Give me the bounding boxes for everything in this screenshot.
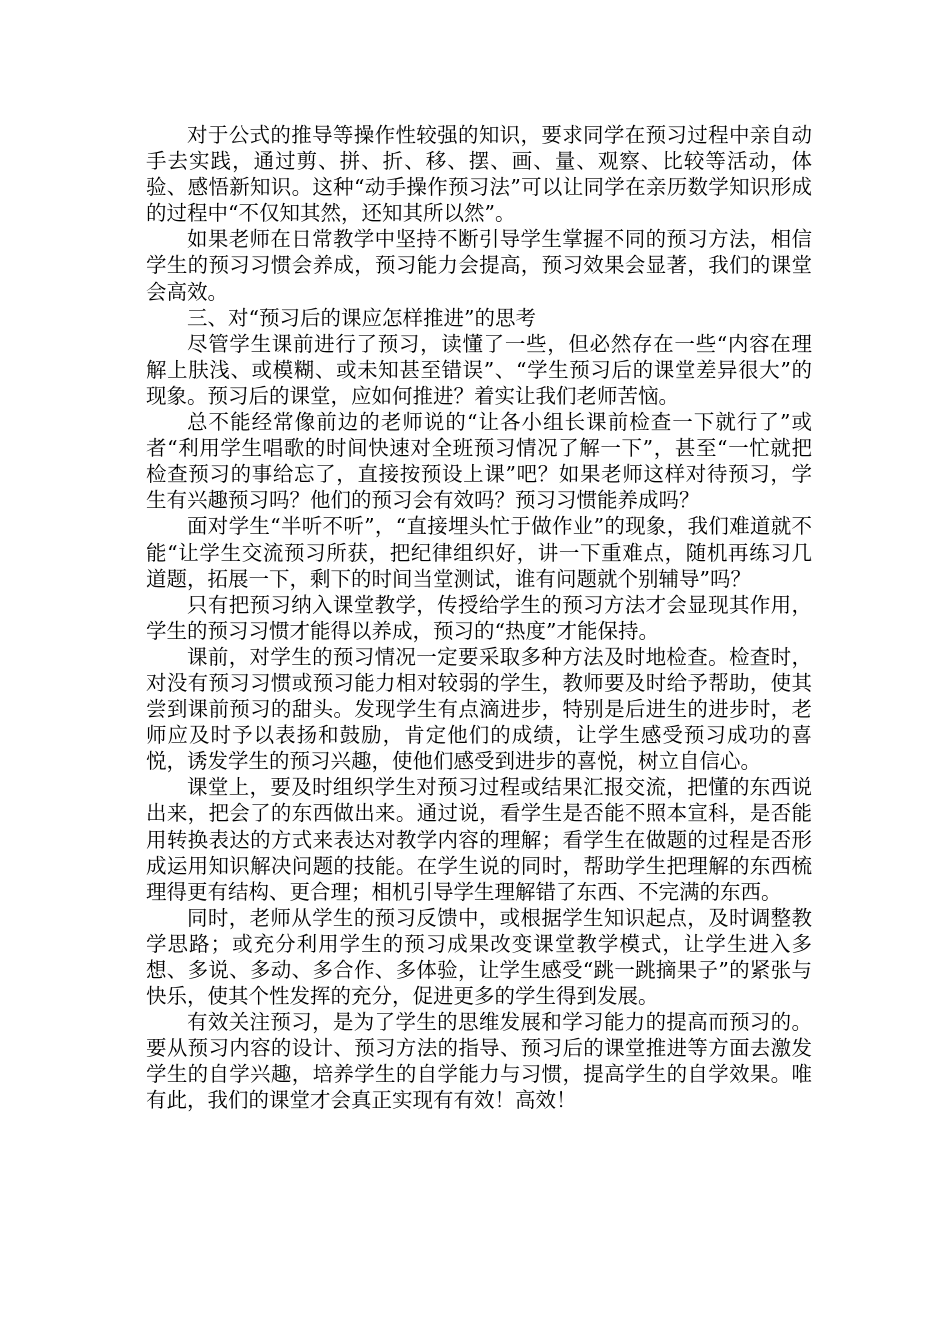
paragraph-integrate-preview: 只有把预习纳入课堂教学，传授给学生的预习方法才会显现其作用，学生的预习习惯才能得以养成，预习的“热度”才能保持。	[146, 592, 812, 643]
section-heading-3: 三、对“预习后的课应怎样推进”的思考	[187, 305, 536, 330]
paragraph-adjust-teaching: 同时，老师从学生的预习反馈中，或根据学生知识起点，及时调整教学思路；或充分利用学生的预习成果改变课堂教学模式，让学生进入多想、多说、多动、多合作、多体验，让学生感受“跳一跳摘果子”的紧张与快乐，使其个性发挥的充分，促进更多的学生得到发展。	[146, 905, 812, 1009]
paragraph-post-preview-problem: 尽管学生课前进行了预习，读懂了一些，但必然存在一些“内容在理解上肤浅、或模糊、或未知甚至错误”、“学生预习后的课堂差异很大”的现象。预习后的课堂，应如何推进？着实让我们老师苦恼。	[146, 331, 812, 408]
paragraph-conclusion: 有效关注预习，是为了学生的思维发展和学习能力的提高而预习的。要从预习内容的设计、预习方法的指导、预习后的课堂推进等方面去激发学生的自学兴趣，培养学生的自学能力与习惯，提高学生的自学效果。唯有此，我们的课堂才会真正实现有有效！高效！	[146, 1010, 812, 1113]
paragraph-in-class: 课堂上，要及时组织学生对预习过程或结果汇报交流，把懂的东西说出来，把会了的东西做出来。通过说，看学生是否能不照本宣科，是否能用转换表达的方式来表达对教学内容的理解；看学生在做题的过程是否形成运用知识解决问题的技能。在学生说的同时，帮助学生把理解的东西梳理得更有结构、更合理；相机引导学生理解错了东西、不完满的东西。	[146, 775, 812, 904]
document-body	[146, 122, 812, 1114]
paragraph-student-behavior: 面对学生“半听不听”，“直接埋头忙于做作业”的现象，我们难道就不能“让学生交流预习所获，把纪律组织好，讲一下重难点，随机再练习几道题，拓展一下，剩下的时间当堂测试，谁有问题就个别辅导”吗？	[146, 514, 812, 591]
paragraph-hands-on-preview: 对于公式的推导等操作性较强的知识，要求同学在预习过程中亲自动手去实践，通过剪、拼、折、移、摆、画、量、观察、比较等活动，体验、感悟新知识。这种“动手操作预习法”可以让同学在亲历数学知识形成的过程中“不仅知其然，还知其所以然”。	[146, 123, 812, 226]
paragraph-preview-habit: 如果老师在日常教学中坚持不断引导学生掌握不同的预习方法，相信学生的预习习惯会养成，预习能力会提高，预习效果会显著，我们的课堂会高效。	[146, 227, 812, 304]
paragraph-before-class: 课前，对学生的预习情况一定要采取多种方法及时地检查。检查时，对没有预习习惯或预习能力相对较弱的学生，教师要及时给予帮助，使其尝到课前预习的甜头。发现学生有点滴进步，特别是后进生的进步时，老师应及时予以表扬和鼓励，肯定他们的成绩，让学生感受预习成功的喜悦，诱发学生的预习兴趣，使他们感受到进步的喜悦，树立自信心。	[146, 644, 812, 774]
paragraph-checking-preview: 总不能经常像前边的老师说的“让各小组长课前检查一下就行了”或者“利用学生唱歌的时间快速对全班预习情况了解一下”，甚至“一忙就把检查预习的事给忘了，直接按预设上课”吧？如果老师这样对待预习，学生有兴趣预习吗？他们的预习会有效吗？预习习惯能养成吗？	[146, 410, 812, 513]
